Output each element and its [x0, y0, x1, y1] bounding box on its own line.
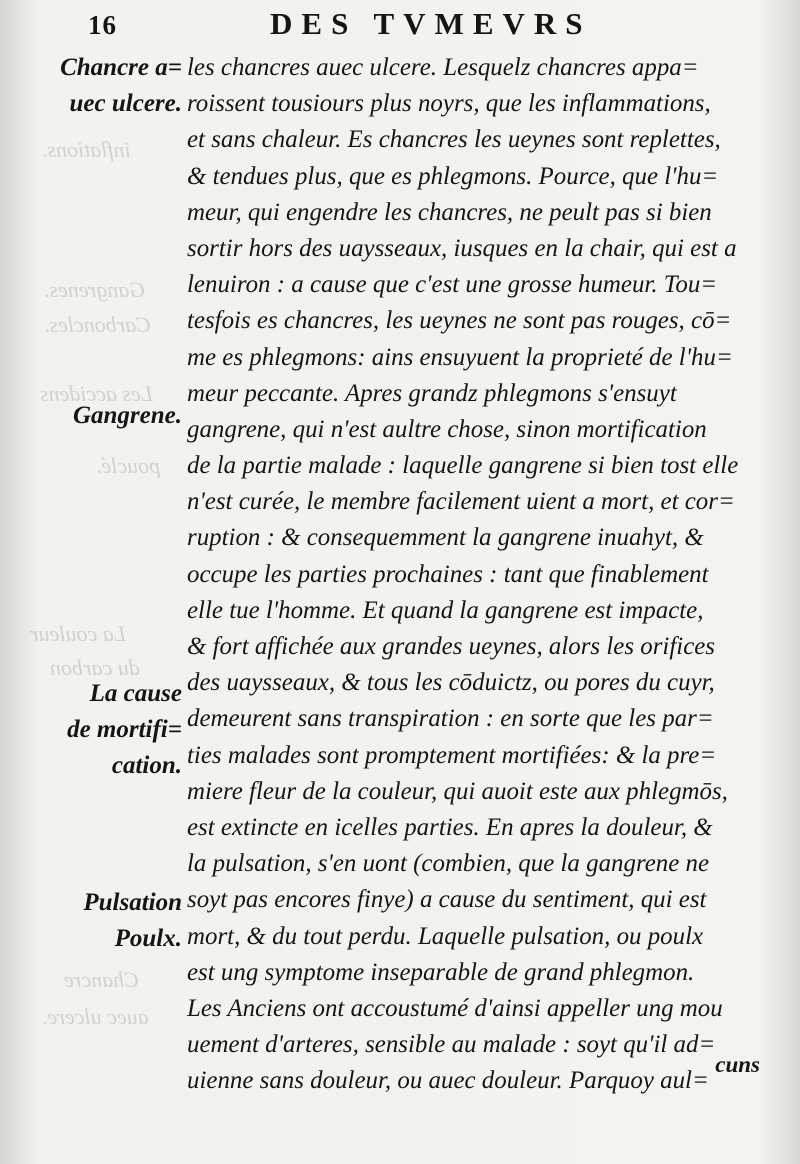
show-through-text: auec ulcere.	[42, 1004, 149, 1029]
text-line: gangrene, qui n'est aultre chose, sinon mortification	[187, 415, 707, 443]
text-line: est ung symptome inseparable de grand phlegmon.	[187, 958, 695, 986]
text-line: roissent tousiours plus noyrs, que les inflammations,	[187, 90, 711, 118]
text-line: ties malades sont promptement mortifiées: & la pre=	[187, 741, 717, 769]
text-line: demeurent sans transpiration : en sorte que les par=	[187, 705, 714, 733]
text-line: meur, qui engendre les chancres, ne peult pas si bien	[187, 198, 712, 226]
text-line: & fort affichée aux grandes ueynes, alors les orifices	[187, 633, 716, 660]
show-through-text: du carbon	[50, 655, 140, 680]
margin-note: Gangrene.	[72, 402, 182, 429]
show-through-text: inflations.	[42, 137, 131, 162]
show-through-text: Les accidens	[40, 381, 154, 406]
text-line: les chancres auec ulcere. Lesquelz chancres appa=	[187, 54, 699, 81]
catchword: cuns	[715, 1052, 760, 1077]
show-through-text: pouclé.	[96, 453, 161, 478]
margin-note: uec ulcere.	[69, 90, 182, 117]
text-line: Les Anciens ont accoustumé d'ainsi appeller ung mou	[187, 994, 723, 1022]
text-line: soyt pas encores finye) a cause du sentiment, qui est	[187, 886, 707, 914]
text-line: meur peccante. Apres grandz phlegmons s'ensuyt	[187, 379, 677, 407]
page-header	[0, 4, 800, 44]
show-through-text: Carboncles.	[44, 312, 151, 337]
text-line: lenuiron : a cause que c'est une grosse humeur. Tou=	[187, 271, 718, 299]
body-text-block	[187, 50, 787, 1099]
text-line: occupe les parties prochaines : tant que finablement	[187, 560, 709, 588]
margin-note: Pulsation	[83, 889, 182, 916]
show-through-text: Gangrenes.	[44, 277, 146, 302]
page-number: 16	[88, 10, 117, 40]
text-line: uienne sans douleur, ou auec douleur. Parquoy aul=	[187, 1067, 709, 1095]
margin-note: La cause	[89, 680, 182, 707]
text-line: miere fleur de la couleur, qui auoit este aux phlegmōs,	[187, 777, 728, 805]
show-through-text: Chancre	[64, 967, 139, 992]
text-line: me es phlegmons: ains ensuyuent la proprieté de l'hu=	[187, 343, 733, 371]
show-through-text: La couleur	[30, 621, 126, 646]
text-line: & tendues plus, que es phlegmons. Pource, que l'hu=	[187, 162, 719, 190]
margin-note: de mortifi=	[67, 716, 182, 743]
text-line: des uaysseaux, & tous les cōduictz, ou pores du cuyr,	[187, 669, 715, 697]
text-line: uement d'arteres, sensible au malade : soyt qu'il ad=	[187, 1031, 716, 1059]
text-line: n'est curée, le membre facilement uient a mort, et cor=	[187, 488, 735, 516]
text-line: est extincte en icelles parties. En apres la douleur, &	[187, 813, 713, 841]
text-line: la pulsation, s'en uont (combien, que la gangrene ne	[187, 850, 710, 878]
margin-note: Chancre a=	[60, 54, 182, 81]
text-line: de la partie malade : laquelle gangrene si bien tost elle	[187, 452, 739, 480]
margin-note: Poulx.	[114, 925, 182, 952]
text-line: elle tue l'homme. Et quand la gangrene est impacte,	[187, 596, 704, 624]
text-line: ruption : & consequemment la gangrene inuahyt, &	[187, 524, 704, 552]
margin-note: cation.	[111, 752, 182, 779]
running-head: DES TVMEVRS	[270, 6, 592, 41]
text-line: et sans chaleur. Es chancres les ueynes sont replettes,	[187, 126, 721, 154]
text-line: tesfois es chancres, les ueynes ne sont pas rouges, cō=	[187, 307, 732, 335]
text-line: mort, & du tout perdu. Laquelle pulsation, ou poulx	[187, 922, 704, 950]
text-line: sortir hors des uaysseaux, iusques en la chair, qui est a	[187, 234, 737, 262]
